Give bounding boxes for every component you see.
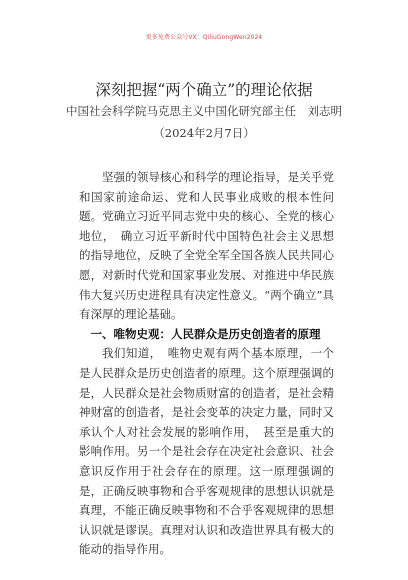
- date-line: （2024年2月7日）: [153, 126, 255, 140]
- watermark-text: 更多免费公众号VX：QiliuGongWen2024: [145, 34, 263, 41]
- document-body: [79, 168, 334, 560]
- document-title: 深刻把握“两个确立”的理论依据: [95, 81, 313, 99]
- author-line: 中国社会科学院马克思主义中国化研究部主任 刘志明: [66, 104, 342, 118]
- section-paragraph: 我们知道， 唯物史观有两个基本原理，一个是人民群众是历史创造者的原理。这个原理强调的是，人民群众是社会物质财富的创造者，是社会精神财富的创造者，是社会变革的决定力量，同时又承认个人对社会发展的影响作用， 甚至是重大的影响作用。另一个是社会存在决定社会意识、社会意识反作用于社会存在的原理。这一原理强调的是，正确反映事物和合乎客观规律的思想认识就是真理，不能正确反映事物和不合乎客观规律的思想认识就是谬误。真理对认识和改造世界具有极大的能动的指导作用。: [79, 346, 334, 557]
- intro-paragraph: 坚强的领导核心和科学的理论指导，是关乎党和国家前途命运、党和人民事业成败的根本性问题。党确立习近平同志党中央的核心、全党的核心地位， 确立习近平新时代中国特色社会主义思想的指导地位，反映了全党全军全国各族人民共同心愿，对新时代党和国家事业发展、对推进中华民族伟大复兴历史进程具有决定性意义。“两个确立”具有深厚的理论基础。: [79, 170, 334, 322]
- section-heading: 一、唯物史观：人民群众是历史创造者的原理: [90, 326, 321, 341]
